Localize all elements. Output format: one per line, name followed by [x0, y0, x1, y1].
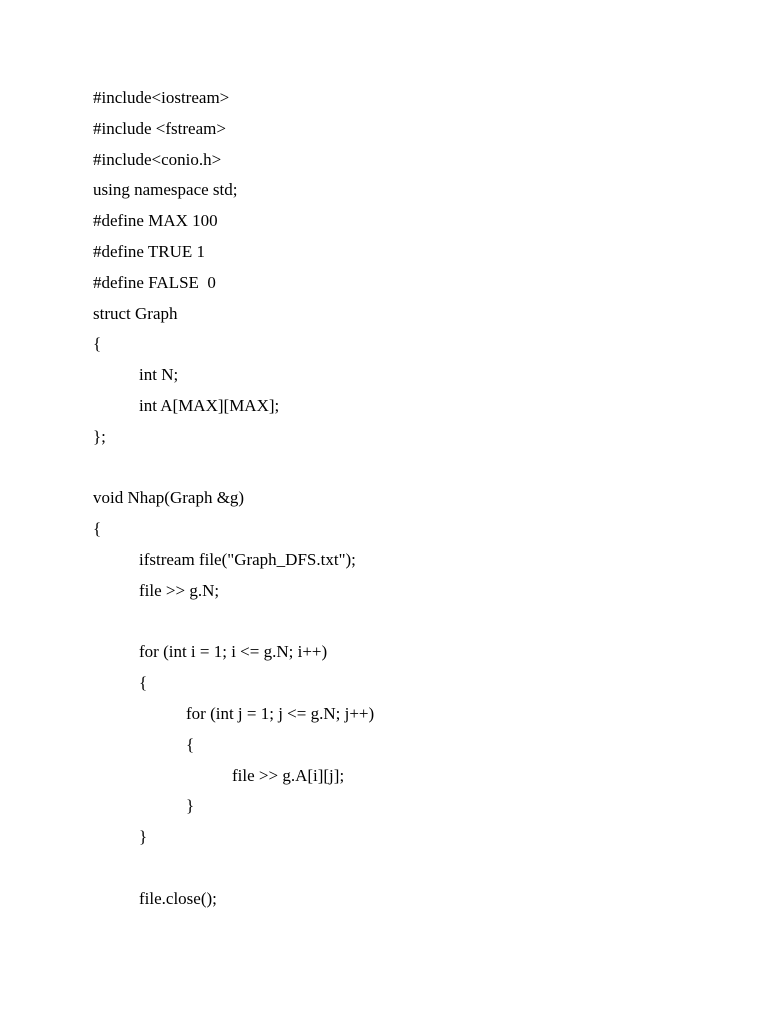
code-line: int N; — [139, 365, 179, 385]
code-line: { — [93, 334, 102, 354]
code-line: file >> g.A[i][j]; — [232, 765, 345, 785]
code-line: ifstream file("Graph_DFS.txt"); — [139, 549, 356, 569]
code-line: #define TRUE 1 — [93, 241, 206, 261]
code-line: }; — [93, 426, 106, 446]
code-line: { — [186, 734, 195, 754]
code-line: void Nhap(Graph &g) — [93, 488, 245, 508]
code-line: #define FALSE 0 — [93, 272, 216, 292]
code-line: using namespace std; — [93, 180, 238, 200]
code-line: } — [186, 796, 195, 816]
code-line: for (int j = 1; j <= g.N; j++) — [186, 703, 375, 723]
code-line: int A[MAX][MAX]; — [139, 395, 280, 415]
code-line: #include<iostream> — [93, 88, 230, 107]
code-line: #include<conio.h> — [93, 149, 222, 169]
code-line: file >> g.N; — [139, 580, 220, 600]
code-line: for (int i = 1; i <= g.N; i++) — [139, 642, 328, 662]
code-line: file.close(); — [139, 888, 217, 908]
code-line: { — [93, 519, 102, 539]
code-block — [93, 83, 733, 915]
code-line: } — [139, 827, 148, 847]
code-line: struct Graph — [93, 303, 178, 323]
code-line: #define MAX 100 — [93, 211, 218, 231]
blank-line — [93, 853, 733, 884]
code-line: { — [139, 673, 148, 693]
blank-line — [93, 453, 733, 484]
blank-line — [93, 607, 733, 638]
code-line: #include <fstream> — [93, 118, 226, 138]
